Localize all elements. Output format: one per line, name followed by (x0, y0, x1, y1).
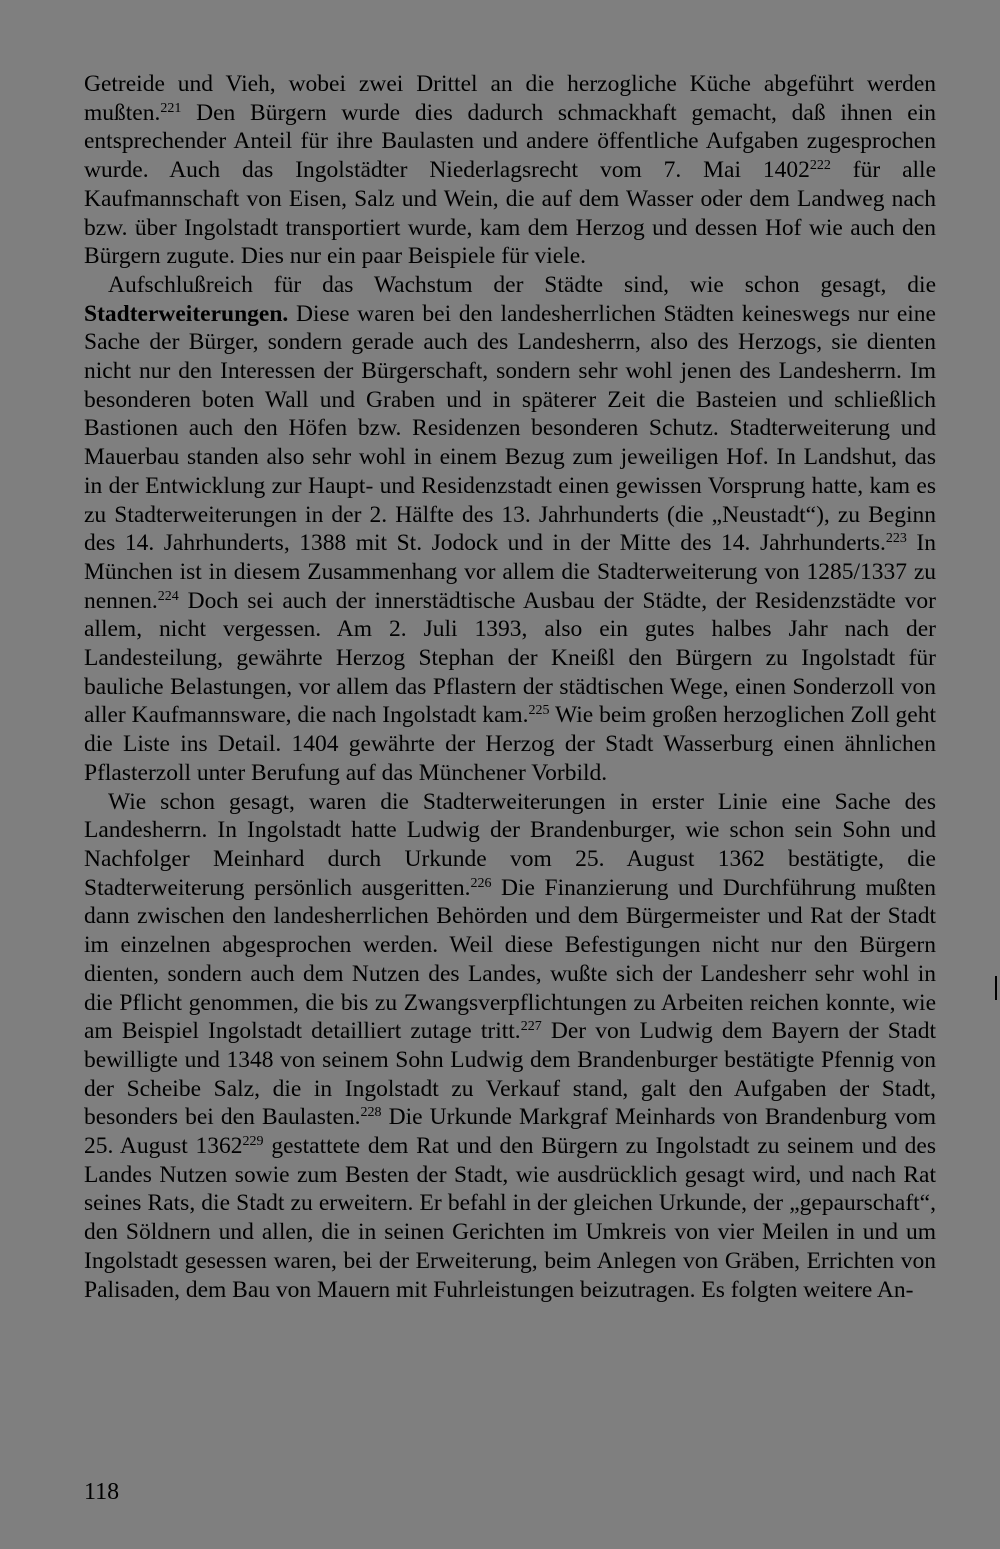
text-run: Getreide und Vieh, wobei zwei Drittel an die herzogliche Küche abgeführt werden mußten. (84, 71, 936, 126)
text-run: gestattete dem Rat und den Bürgern zu Ingolstadt zu seinem und des Landes Nutzen sowie zum Besten der Stadt, wie ausdrücklich gesagt wird, und nach Rat seines Rats, die Stadt zu erweitern. Er befahl in der gleichen Urkunde, der „gepaurschaft“, den Söldnern und allen, die in seinen Gerichten im Umkreis von vier Meilen in und um Ingolstadt gesessen waren, bei der Erweiterung, beim Anlegen von Gräben, Errichten von Palisaden, dem Bau von Mauern mit Fuhrleistungen beizutragen. Es folgten weitere An- (84, 1133, 936, 1303)
text-run: Doch sei auch der innerstädtische Ausbau der Städte, der Residenzstädte vor allem, nicht vergessen. Am 2. Juli 1393, also ein gutes halbes Jahr nach der Landesteilung, gewährte Herzog Stephan der Kneißl den Bürgern zu Ingolstadt für bauliche Belastungen, vor allem das Pflastern der städtischen Wege, einen Sonderzoll von aller Kaufmannsware, die nach Ingolstadt kam. (84, 587, 936, 729)
footnote-ref: 229 (242, 1134, 264, 1150)
footnote-ref: 226 (470, 875, 492, 891)
text-run: Aufschlußreich für das Wachstum der Städte sind, wie schon gesagt, die (108, 271, 936, 298)
text-run: für alle Kaufmannschaft von Eisen, Salz und Wein, die auf dem Wasser oder dem Landweg nach bzw. über Ingolstadt transportiert wurde, kam dem Herzog und dessen Hof wie auch den Bürgern zugute. Dies nur ein paar Beispiele für viele. (84, 157, 937, 270)
paragraph-1 (84, 70, 936, 271)
footnote-ref: 225 (528, 703, 550, 719)
margin-mark (995, 976, 997, 1000)
page-body (84, 70, 936, 1304)
page-number: 118 (84, 1479, 120, 1505)
text-run: Wie beim großen herzoglichen Zoll geht die Liste ins Detail. 1404 gewährte der Herzog der Stadt Wasserburg einen ähnlichen Pflasterzoll unter Berufung auf das Münchener Vorbild. (84, 702, 936, 786)
paragraph-3 (84, 788, 936, 1305)
footnote-ref: 222 (809, 158, 831, 174)
text-run: Diese waren bei den landesherrlichen Städten keineswegs nur eine Sache der Bürger, sondern gerade auch des Landesherrn, also des Herzogs, sie dienten nicht nur den Interessen der Bürgerschaft, sondern sehr wohl jenen des Landesherrn. Im besonderen boten Wall und Graben und in späterer Zeit die Basteien und schließlich Bastionen auch den Höfen bzw. Residenzen besonderen Schutz. Stadterweiterung und Mauerbau standen also sehr wohl in einem Bezug zum jeweiligen Hof. In Landshut, das in der Entwicklung zur Haupt- und Residenzstadt einen gewissen Vorsprung hatte, kam es zu Stadterweiterungen in der 2. Hälfte des 13. Jahrhunderts (die „Neustadt“), zu Beginn des 14. Jahrhunderts, 1388 mit St. Jodock und in der Mitte des 14. Jahrhunderts. (84, 300, 936, 557)
bold-term: Stadterweiterungen. (84, 300, 289, 327)
text-run: Die Urkunde Markgraf Meinhards von Brandenburg vom 25. August 1362 (84, 1104, 936, 1160)
paragraph-2 (84, 271, 936, 788)
text-run: Der von Ludwig dem Bayern der Stadt bewilligte und 1348 von seinem Sohn Ludwig dem Brandenburger bestätigte Pfennig von der Scheibe Salz, die in Ingolstadt zu Verkauf stand, galt den Aufgaben der Stadt, besonders bei den Baulasten. (84, 1018, 936, 1131)
text-run: Wie schon gesagt, waren die Stadterweiterungen in erster Linie eine Sache des Landesherrn. In Ingolstadt hatte Ludwig der Brandenburger, wie schon sein Sohn und Nachfolger Meinhard durch Urkunde vom 25. August 1362 bestätigte, die Stadterweiterung persönlich ausgeritten. (84, 788, 936, 901)
text-run: Den Bürgern wurde dies dadurch schmackhaft gemacht, daß ihnen ein entsprechender Anteil für ihre Baulasten und andere öffentliche Aufgaben zugesprochen wurde. Auch das Ingolstädter Niederlagsrecht vom 7. Mai 1402 (84, 99, 936, 184)
text-run: In München ist in diesem Zusammenhang vor allem die Stadterweiterung von 1285/1337 zu nennen. (84, 530, 937, 614)
footnote-ref: 223 (885, 531, 907, 547)
footnote-ref: 228 (360, 1105, 382, 1121)
footnote-ref: 224 (157, 588, 179, 604)
footnote-ref: 221 (160, 100, 182, 116)
text-run: Die Finanzierung und Durchführung mußten dann zwischen den landesherrlichen Behörden und dem Bürgermeister und Rat der Stadt im einzelnen abgesprochen werden. Weil diese Befestigungen nicht nur den Bürgern dienten, sondern auch dem Nutzen des Landes, wußte sich der Landesherr sehr wohl in die Pflicht genommen, die bis zu Zwangsverpflichtungen zu Arbeiten reichen konnte, wie am Beispiel Ingolstadt detailliert zutage tritt. (84, 874, 936, 1045)
footnote-ref: 227 (520, 1019, 542, 1035)
